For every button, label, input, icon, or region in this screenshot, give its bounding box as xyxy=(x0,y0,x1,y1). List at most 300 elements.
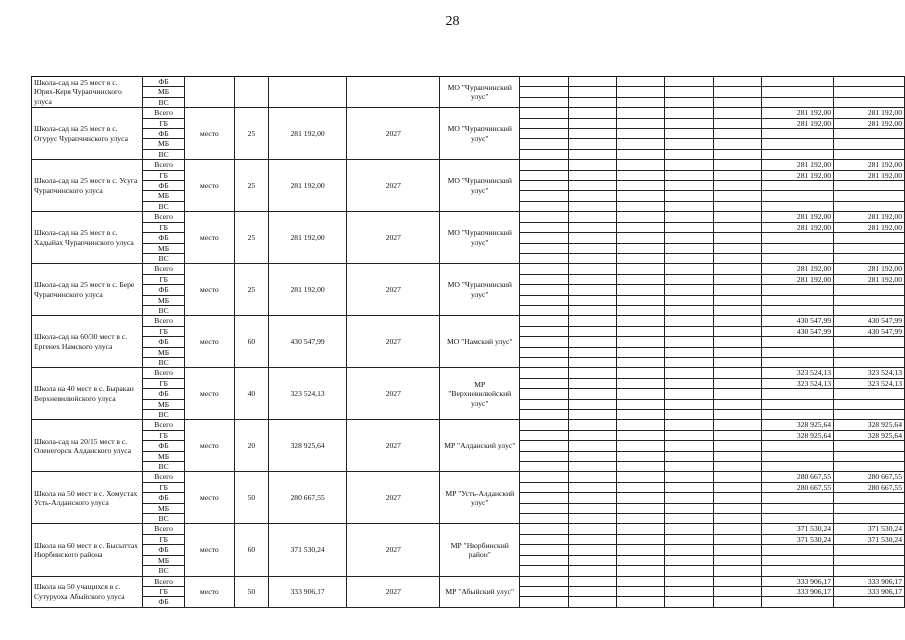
empty-cell xyxy=(713,170,761,180)
empty-cell xyxy=(568,399,616,409)
empty-cell xyxy=(520,222,568,232)
table-row xyxy=(32,77,905,87)
value-cell xyxy=(834,399,905,409)
empty-cell xyxy=(665,378,713,388)
empty-cell xyxy=(520,97,568,107)
empty-cell xyxy=(713,451,761,461)
empty-cell xyxy=(713,399,761,409)
table-row xyxy=(32,108,905,118)
empty-cell xyxy=(713,368,761,378)
year-cell: 2027 xyxy=(347,316,440,368)
empty-cell xyxy=(665,97,713,107)
capacity-cell: 25 xyxy=(234,264,268,316)
cost-cell: 323 524,13 xyxy=(269,368,347,420)
value-cell xyxy=(834,77,905,87)
funding-source: ФБ xyxy=(143,233,184,243)
empty-cell xyxy=(665,462,713,472)
empty-cell xyxy=(665,347,713,357)
empty-cell xyxy=(520,503,568,513)
empty-cell xyxy=(713,222,761,232)
funding-source: МБ xyxy=(143,451,184,461)
value-cell: 281 192,00 xyxy=(762,160,834,170)
empty-cell xyxy=(568,129,616,139)
empty-cell xyxy=(568,139,616,149)
empty-cell xyxy=(568,410,616,420)
value-cell: 281 192,00 xyxy=(834,222,905,232)
value-cell xyxy=(762,389,834,399)
table-row xyxy=(32,368,905,378)
year-cell: 2027 xyxy=(347,472,440,524)
funding-source: Всего xyxy=(143,576,184,586)
empty-cell xyxy=(665,399,713,409)
empty-cell xyxy=(568,389,616,399)
value-cell: 280 667,55 xyxy=(762,472,834,482)
empty-cell xyxy=(520,576,568,586)
empty-cell xyxy=(616,77,664,87)
empty-cell xyxy=(568,441,616,451)
empty-cell xyxy=(713,77,761,87)
cost-cell: 280 667,55 xyxy=(269,472,347,524)
empty-cell xyxy=(568,316,616,326)
empty-cell xyxy=(616,149,664,159)
empty-cell xyxy=(713,493,761,503)
funding-source: ГБ xyxy=(143,274,184,284)
empty-cell xyxy=(665,597,713,607)
funding-source: ВС xyxy=(143,201,184,211)
municipality-cell: МР "Алданский улус" xyxy=(440,420,520,472)
empty-cell xyxy=(520,586,568,596)
municipality-cell: МО "Чурапчинский улус" xyxy=(440,264,520,316)
value-cell: 281 192,00 xyxy=(834,212,905,222)
empty-cell xyxy=(713,357,761,367)
empty-cell xyxy=(520,357,568,367)
empty-cell xyxy=(616,108,664,118)
empty-cell xyxy=(616,545,664,555)
empty-cell xyxy=(713,118,761,128)
empty-cell xyxy=(713,285,761,295)
municipality-cell: МО "Чурапчинский улус" xyxy=(440,77,520,108)
municipality-cell: МР "Верхневилюйский улус" xyxy=(440,368,520,420)
value-cell: 328 925,64 xyxy=(834,430,905,440)
object-name: Школа-сад на 25 мест в с. Хадыйах Чурапчинского улуса xyxy=(32,212,143,264)
funding-source: МБ xyxy=(143,191,184,201)
empty-cell xyxy=(568,285,616,295)
empty-cell xyxy=(520,472,568,482)
empty-cell xyxy=(713,430,761,440)
value-cell xyxy=(834,410,905,420)
empty-cell xyxy=(616,347,664,357)
value-cell: 328 925,64 xyxy=(762,430,834,440)
empty-cell xyxy=(713,243,761,253)
empty-cell xyxy=(520,108,568,118)
empty-cell xyxy=(520,410,568,420)
empty-cell xyxy=(520,451,568,461)
empty-cell xyxy=(568,451,616,461)
empty-cell xyxy=(616,233,664,243)
object-name: Школа на 60 мест в с. Бысыттах Нюрбинского района xyxy=(32,524,143,576)
cost-cell xyxy=(269,77,347,108)
investment-table xyxy=(31,76,905,608)
empty-cell xyxy=(616,430,664,440)
capacity-cell: 50 xyxy=(234,576,268,607)
empty-cell xyxy=(568,264,616,274)
empty-cell xyxy=(616,555,664,565)
value-cell: 281 192,00 xyxy=(834,160,905,170)
value-cell xyxy=(834,181,905,191)
value-cell xyxy=(762,285,834,295)
empty-cell xyxy=(616,305,664,315)
capacity-cell: 20 xyxy=(234,420,268,472)
empty-cell xyxy=(568,253,616,263)
value-cell xyxy=(762,243,834,253)
funding-source: Всего xyxy=(143,472,184,482)
empty-cell xyxy=(713,534,761,544)
value-cell: 371 530,24 xyxy=(834,534,905,544)
table-row xyxy=(32,160,905,170)
empty-cell xyxy=(665,170,713,180)
capacity-cell: 25 xyxy=(234,160,268,212)
value-cell xyxy=(762,149,834,159)
value-cell xyxy=(762,181,834,191)
funding-source: ГБ xyxy=(143,118,184,128)
funding-source: ФБ xyxy=(143,545,184,555)
empty-cell xyxy=(616,97,664,107)
unit-cell: место xyxy=(184,368,234,420)
empty-cell xyxy=(616,170,664,180)
empty-cell xyxy=(713,586,761,596)
funding-source: Всего xyxy=(143,316,184,326)
empty-cell xyxy=(713,576,761,586)
value-cell: 280 667,55 xyxy=(834,482,905,492)
unit-cell xyxy=(184,77,234,108)
municipality-cell: МР "Абыйский улус" xyxy=(440,576,520,607)
empty-cell xyxy=(616,389,664,399)
value-cell xyxy=(762,129,834,139)
value-cell xyxy=(834,129,905,139)
funding-source: МБ xyxy=(143,399,184,409)
value-cell: 281 192,00 xyxy=(762,118,834,128)
capacity-cell xyxy=(234,77,268,108)
empty-cell xyxy=(616,285,664,295)
empty-cell xyxy=(616,316,664,326)
municipality-cell: МР "Усть-Алданский улус" xyxy=(440,472,520,524)
value-cell xyxy=(762,493,834,503)
value-cell: 333 906,17 xyxy=(762,576,834,586)
empty-cell xyxy=(665,451,713,461)
value-cell xyxy=(762,295,834,305)
empty-cell xyxy=(520,514,568,524)
table-row xyxy=(32,576,905,586)
capacity-cell: 40 xyxy=(234,368,268,420)
empty-cell xyxy=(520,118,568,128)
empty-cell xyxy=(665,305,713,315)
empty-cell xyxy=(665,514,713,524)
empty-cell xyxy=(520,285,568,295)
funding-source: ФБ xyxy=(143,389,184,399)
funding-source: МБ xyxy=(143,503,184,513)
empty-cell xyxy=(665,441,713,451)
empty-cell xyxy=(520,399,568,409)
value-cell: 430 547,99 xyxy=(762,326,834,336)
value-cell xyxy=(762,347,834,357)
empty-cell xyxy=(520,347,568,357)
value-cell: 430 547,99 xyxy=(762,316,834,326)
value-cell xyxy=(762,305,834,315)
empty-cell xyxy=(616,222,664,232)
empty-cell xyxy=(568,149,616,159)
empty-cell xyxy=(520,201,568,211)
value-cell xyxy=(762,233,834,243)
empty-cell xyxy=(713,139,761,149)
year-cell xyxy=(347,77,440,108)
empty-cell xyxy=(568,482,616,492)
empty-cell xyxy=(568,576,616,586)
funding-source: МБ xyxy=(143,243,184,253)
empty-cell xyxy=(665,368,713,378)
empty-cell xyxy=(713,389,761,399)
value-cell xyxy=(834,139,905,149)
empty-cell xyxy=(665,295,713,305)
funding-source: ФБ xyxy=(143,77,184,87)
year-cell: 2027 xyxy=(347,524,440,576)
empty-cell xyxy=(713,524,761,534)
empty-cell xyxy=(665,160,713,170)
empty-cell xyxy=(713,160,761,170)
empty-cell xyxy=(568,160,616,170)
unit-cell: место xyxy=(184,576,234,607)
value-cell xyxy=(762,337,834,347)
empty-cell xyxy=(568,170,616,180)
funding-source: Всего xyxy=(143,212,184,222)
capacity-cell: 25 xyxy=(234,108,268,160)
funding-source: ГБ xyxy=(143,326,184,336)
year-cell: 2027 xyxy=(347,212,440,264)
funding-source: ФБ xyxy=(143,493,184,503)
funding-source: ВС xyxy=(143,149,184,159)
empty-cell xyxy=(520,77,568,87)
funding-source: ВС xyxy=(143,97,184,107)
funding-source: ВС xyxy=(143,566,184,576)
value-cell: 333 906,17 xyxy=(762,586,834,596)
empty-cell xyxy=(616,378,664,388)
empty-cell xyxy=(616,462,664,472)
empty-cell xyxy=(665,410,713,420)
empty-cell xyxy=(665,586,713,596)
empty-cell xyxy=(713,149,761,159)
empty-cell xyxy=(616,212,664,222)
value-cell: 371 530,24 xyxy=(834,524,905,534)
value-cell xyxy=(762,253,834,263)
empty-cell xyxy=(616,410,664,420)
empty-cell xyxy=(568,201,616,211)
empty-cell xyxy=(568,514,616,524)
value-cell: 430 547,99 xyxy=(834,326,905,336)
value-cell: 281 192,00 xyxy=(762,264,834,274)
empty-cell xyxy=(665,264,713,274)
empty-cell xyxy=(520,316,568,326)
funding-source: ГБ xyxy=(143,170,184,180)
empty-cell xyxy=(520,149,568,159)
object-name: Школа на 40 мест в с. Быракан Верхневилюйского улуса xyxy=(32,368,143,420)
empty-cell xyxy=(520,597,568,607)
empty-cell xyxy=(713,253,761,263)
value-cell: 323 524,13 xyxy=(762,368,834,378)
empty-cell xyxy=(665,357,713,367)
empty-cell xyxy=(713,597,761,607)
funding-source: МБ xyxy=(143,295,184,305)
cost-cell: 328 925,64 xyxy=(269,420,347,472)
empty-cell xyxy=(665,545,713,555)
empty-cell xyxy=(616,160,664,170)
empty-cell xyxy=(665,337,713,347)
empty-cell xyxy=(616,493,664,503)
funding-source: ВС xyxy=(143,253,184,263)
value-cell xyxy=(834,347,905,357)
empty-cell xyxy=(616,243,664,253)
empty-cell xyxy=(713,274,761,284)
value-cell: 333 906,17 xyxy=(834,586,905,596)
value-cell: 281 192,00 xyxy=(834,118,905,128)
table-row xyxy=(32,212,905,222)
empty-cell xyxy=(616,253,664,263)
value-cell xyxy=(834,337,905,347)
empty-cell xyxy=(665,555,713,565)
empty-cell xyxy=(665,77,713,87)
value-cell xyxy=(834,597,905,607)
funding-source: ГБ xyxy=(143,222,184,232)
empty-cell xyxy=(568,503,616,513)
empty-cell xyxy=(616,597,664,607)
object-name: Школа-сад на 25 мест в с. Огурус Чурапчинского улуса xyxy=(32,108,143,160)
empty-cell xyxy=(568,212,616,222)
unit-cell: место xyxy=(184,420,234,472)
empty-cell xyxy=(665,430,713,440)
empty-cell xyxy=(568,524,616,534)
cost-cell: 281 192,00 xyxy=(269,108,347,160)
funding-source: ВС xyxy=(143,514,184,524)
empty-cell xyxy=(568,97,616,107)
capacity-cell: 50 xyxy=(234,472,268,524)
empty-cell xyxy=(713,233,761,243)
funding-source: МБ xyxy=(143,87,184,97)
value-cell xyxy=(834,451,905,461)
empty-cell xyxy=(568,566,616,576)
value-cell xyxy=(834,389,905,399)
empty-cell xyxy=(520,482,568,492)
empty-cell xyxy=(616,201,664,211)
empty-cell xyxy=(713,420,761,430)
empty-cell xyxy=(568,586,616,596)
empty-cell xyxy=(665,493,713,503)
empty-cell xyxy=(616,399,664,409)
cost-cell: 430 547,99 xyxy=(269,316,347,368)
empty-cell xyxy=(713,566,761,576)
value-cell xyxy=(834,295,905,305)
empty-cell xyxy=(713,462,761,472)
empty-cell xyxy=(568,108,616,118)
empty-cell xyxy=(616,274,664,284)
empty-cell xyxy=(568,357,616,367)
empty-cell xyxy=(665,191,713,201)
empty-cell xyxy=(713,545,761,555)
value-cell xyxy=(762,597,834,607)
empty-cell xyxy=(616,139,664,149)
empty-cell xyxy=(616,566,664,576)
empty-cell xyxy=(568,462,616,472)
year-cell: 2027 xyxy=(347,108,440,160)
unit-cell: место xyxy=(184,264,234,316)
value-cell xyxy=(834,357,905,367)
funding-source: ФБ xyxy=(143,441,184,451)
empty-cell xyxy=(713,316,761,326)
value-cell: 333 906,17 xyxy=(834,576,905,586)
empty-cell xyxy=(616,368,664,378)
value-cell xyxy=(834,149,905,159)
value-cell xyxy=(762,451,834,461)
year-cell: 2027 xyxy=(347,368,440,420)
empty-cell xyxy=(568,274,616,284)
value-cell xyxy=(834,233,905,243)
capacity-cell: 60 xyxy=(234,524,268,576)
capacity-cell: 25 xyxy=(234,212,268,264)
empty-cell xyxy=(713,337,761,347)
value-cell xyxy=(834,555,905,565)
empty-cell xyxy=(568,243,616,253)
empty-cell xyxy=(665,243,713,253)
object-name: Школа-сад на 20/15 мест в с. Оленегорск Алданского улуса xyxy=(32,420,143,472)
value-cell xyxy=(834,566,905,576)
empty-cell xyxy=(713,326,761,336)
empty-cell xyxy=(616,326,664,336)
empty-cell xyxy=(665,285,713,295)
empty-cell xyxy=(616,514,664,524)
object-name: Школа на 50 учащихся в с. Сутуруоха Абыйского улуса xyxy=(32,576,143,607)
empty-cell xyxy=(568,233,616,243)
empty-cell xyxy=(568,222,616,232)
object-name: Школа на 50 мест в с. Хомустах Усть-Алданского улуса xyxy=(32,472,143,524)
cost-cell: 371 530,24 xyxy=(269,524,347,576)
funding-source: ВС xyxy=(143,357,184,367)
empty-cell xyxy=(665,566,713,576)
value-cell xyxy=(834,97,905,107)
empty-cell xyxy=(665,201,713,211)
empty-cell xyxy=(520,555,568,565)
empty-cell xyxy=(520,430,568,440)
empty-cell xyxy=(568,295,616,305)
empty-cell xyxy=(520,160,568,170)
empty-cell xyxy=(713,472,761,482)
empty-cell xyxy=(665,472,713,482)
empty-cell xyxy=(616,129,664,139)
empty-cell xyxy=(520,337,568,347)
value-cell xyxy=(762,441,834,451)
funding-source: ФБ xyxy=(143,285,184,295)
funding-source: ФБ xyxy=(143,597,184,607)
funding-source: ФБ xyxy=(143,129,184,139)
empty-cell xyxy=(616,87,664,97)
value-cell xyxy=(762,139,834,149)
object-name: Школа-сад на 25 мест в с. Юрях-Керя Чурапчинского улуса xyxy=(32,77,143,108)
empty-cell xyxy=(568,378,616,388)
empty-cell xyxy=(568,305,616,315)
value-cell: 281 192,00 xyxy=(834,170,905,180)
table-row xyxy=(32,472,905,482)
empty-cell xyxy=(568,326,616,336)
empty-cell xyxy=(520,566,568,576)
empty-cell xyxy=(520,389,568,399)
unit-cell: место xyxy=(184,316,234,368)
value-cell: 430 547,99 xyxy=(834,316,905,326)
